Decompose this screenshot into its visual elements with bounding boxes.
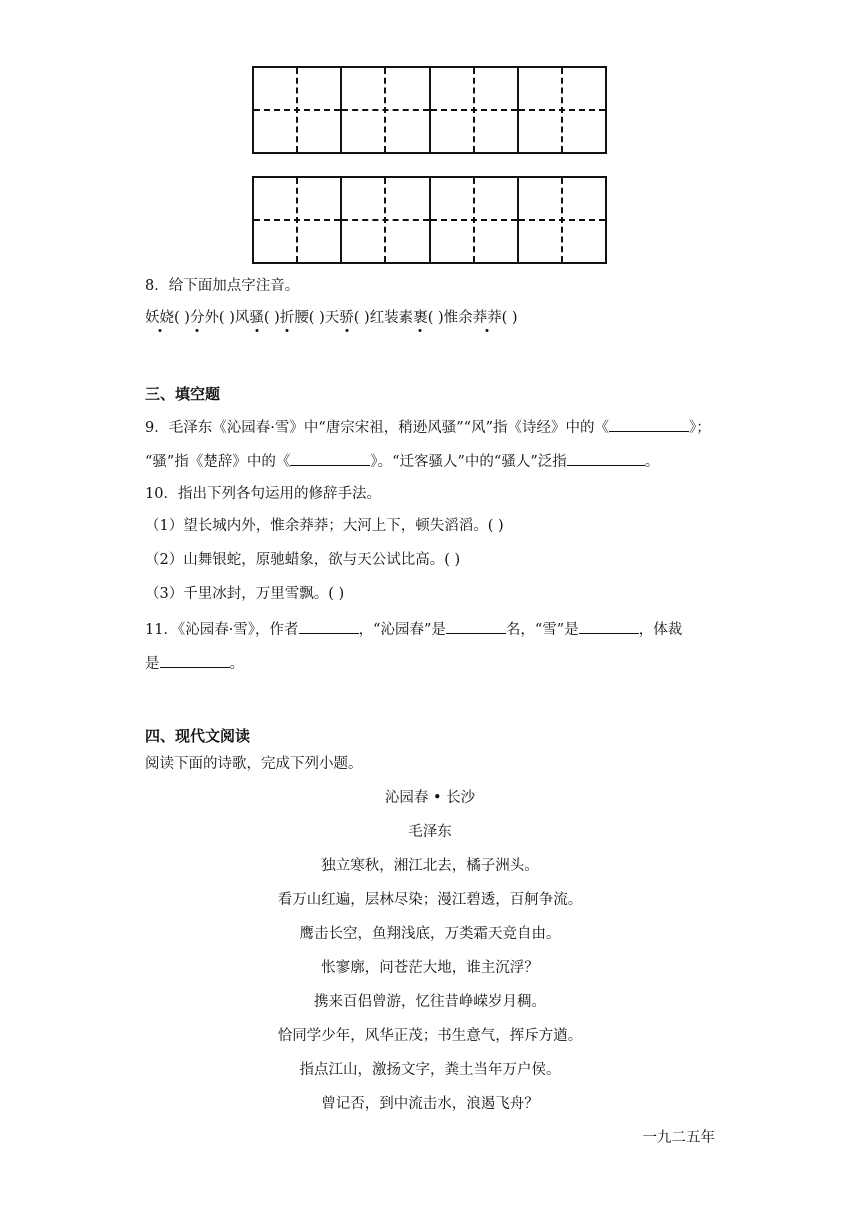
dotted-char: 分: [189, 310, 205, 326]
answer-paren[interactable]: 腰( ): [294, 310, 325, 326]
grid-cell: [342, 68, 430, 152]
q9-blank-2[interactable]: [290, 450, 370, 466]
q8-item-3: [235, 310, 280, 326]
grid-cell: [431, 68, 519, 152]
answer-paren[interactable]: ( ): [353, 310, 370, 326]
writing-grid-row-1: [252, 66, 607, 154]
q11-text: ，体裁: [638, 622, 683, 638]
question-10-item-1: （1）望长城内外，惟余莽莽；大河上下，顿失滔滔。( ): [145, 518, 504, 534]
poem-line: 鹰击长空，鱼翔浅底，万类霜天竞自由。: [299, 926, 561, 942]
poem-title: 沁园春 • 长沙: [384, 790, 476, 806]
reading-intro: 阅读下面的诗歌，完成下列小题。: [145, 756, 363, 772]
writing-grid-row-2: [252, 176, 607, 264]
poem-line: 指点江山，激扬文字，粪土当年万户侯。: [299, 1062, 561, 1078]
section-3-title: 三、填空题: [145, 385, 221, 403]
question-8-label: 8．给下面加点字注音。: [145, 278, 300, 294]
poem-date: 一九二五年: [642, 1130, 715, 1146]
q11-text: 。: [229, 656, 244, 672]
q9-text: 9．毛泽东《沁园春·雪》中“唐宗宋祖，稍逊风骚”“风”指《诗经》中的《: [145, 420, 609, 436]
grid-cell: [519, 68, 605, 152]
dotted-char: 骚: [249, 310, 264, 326]
question-10-item-3: （3）千里冰封，万里雪飘。( ): [145, 586, 345, 602]
q11-blank-3[interactable]: [579, 618, 639, 634]
question-10-label: 10．指出下列各句运用的修辞手法。: [145, 486, 381, 502]
q9-blank-3[interactable]: [567, 450, 645, 466]
poem-line: 曾记否，到中流击水，浪遏飞舟？: [321, 1096, 539, 1112]
answer-paren[interactable]: 外( ): [204, 310, 235, 326]
answer-paren[interactable]: ( ): [174, 310, 190, 326]
dotted-char: 骄: [339, 310, 354, 326]
q11-blank-1[interactable]: [299, 618, 359, 634]
dotted-char: 折: [279, 310, 295, 326]
grid-cell: [519, 178, 605, 262]
plain-char: 天: [324, 310, 340, 326]
q9-text: “骚”指《楚辞》中的《: [145, 454, 291, 470]
question-9-line-1: [145, 416, 711, 438]
grid-cell: [431, 178, 519, 262]
q11-text: 名，“雪”是: [505, 622, 579, 638]
q8-item-6: [370, 310, 444, 326]
q8-item-4: [280, 310, 325, 326]
q9-text: 。: [644, 454, 660, 470]
q8-item-5: [325, 310, 370, 326]
q8-item-1: [145, 310, 190, 326]
q9-text: 》。“迁客骚人”中的“骚人”泛指: [370, 454, 567, 470]
dotted-char: 裹: [413, 310, 428, 326]
answer-paren[interactable]: ( ): [501, 310, 518, 326]
question-10-item-2: （2）山舞银蛇，原驰蜡象，欲与天公试比高。( ): [145, 552, 461, 568]
q8-item-7: [444, 310, 518, 326]
poem-line: 独立寒秋，湘江北去，橘子洲头。: [321, 858, 539, 874]
answer-paren[interactable]: ( ): [263, 310, 280, 326]
q9-text: 》；: [688, 420, 711, 436]
section-4-title: 四、现代文阅读: [145, 727, 251, 745]
poem-line: 携来百侣曾游，忆往昔峥嵘岁月稠。: [314, 994, 546, 1010]
grid-cell: [254, 178, 342, 262]
poem-line: 恰同学少年，风华正茂；书生意气，挥斥方遒。: [277, 1028, 583, 1044]
dotted-char: 妖娆: [145, 310, 174, 326]
q11-blank-2[interactable]: [446, 618, 506, 634]
grid-cell: [342, 178, 430, 262]
question-11-line-1: [145, 618, 682, 640]
question-8-items: [145, 308, 518, 328]
poem-author: 毛泽东: [408, 824, 452, 840]
dotted-char: 莽莽: [472, 310, 502, 326]
question-11-line-2: [145, 652, 244, 674]
poem-line: 看万山红遍，层林尽染；漫江碧透，百舸争流。: [277, 892, 583, 908]
plain-char: 红装素: [369, 310, 414, 326]
plain-char: 惟余: [443, 310, 473, 326]
q11-text: 是: [145, 656, 160, 672]
q11-text: 11．《沁园春·雪》，作者: [145, 622, 299, 638]
q11-blank-4[interactable]: [160, 652, 230, 668]
q11-text: ，“沁园春”是: [358, 622, 446, 638]
question-9-line-2: [145, 450, 659, 472]
grid-cell: [254, 68, 342, 152]
answer-paren[interactable]: ( ): [427, 310, 444, 326]
q8-item-2: [190, 310, 235, 326]
q9-blank-1[interactable]: [609, 416, 689, 432]
plain-char: 风: [234, 310, 250, 326]
poem-line: 怅寥廓，问苍茫大地，谁主沉浮？: [321, 960, 539, 976]
